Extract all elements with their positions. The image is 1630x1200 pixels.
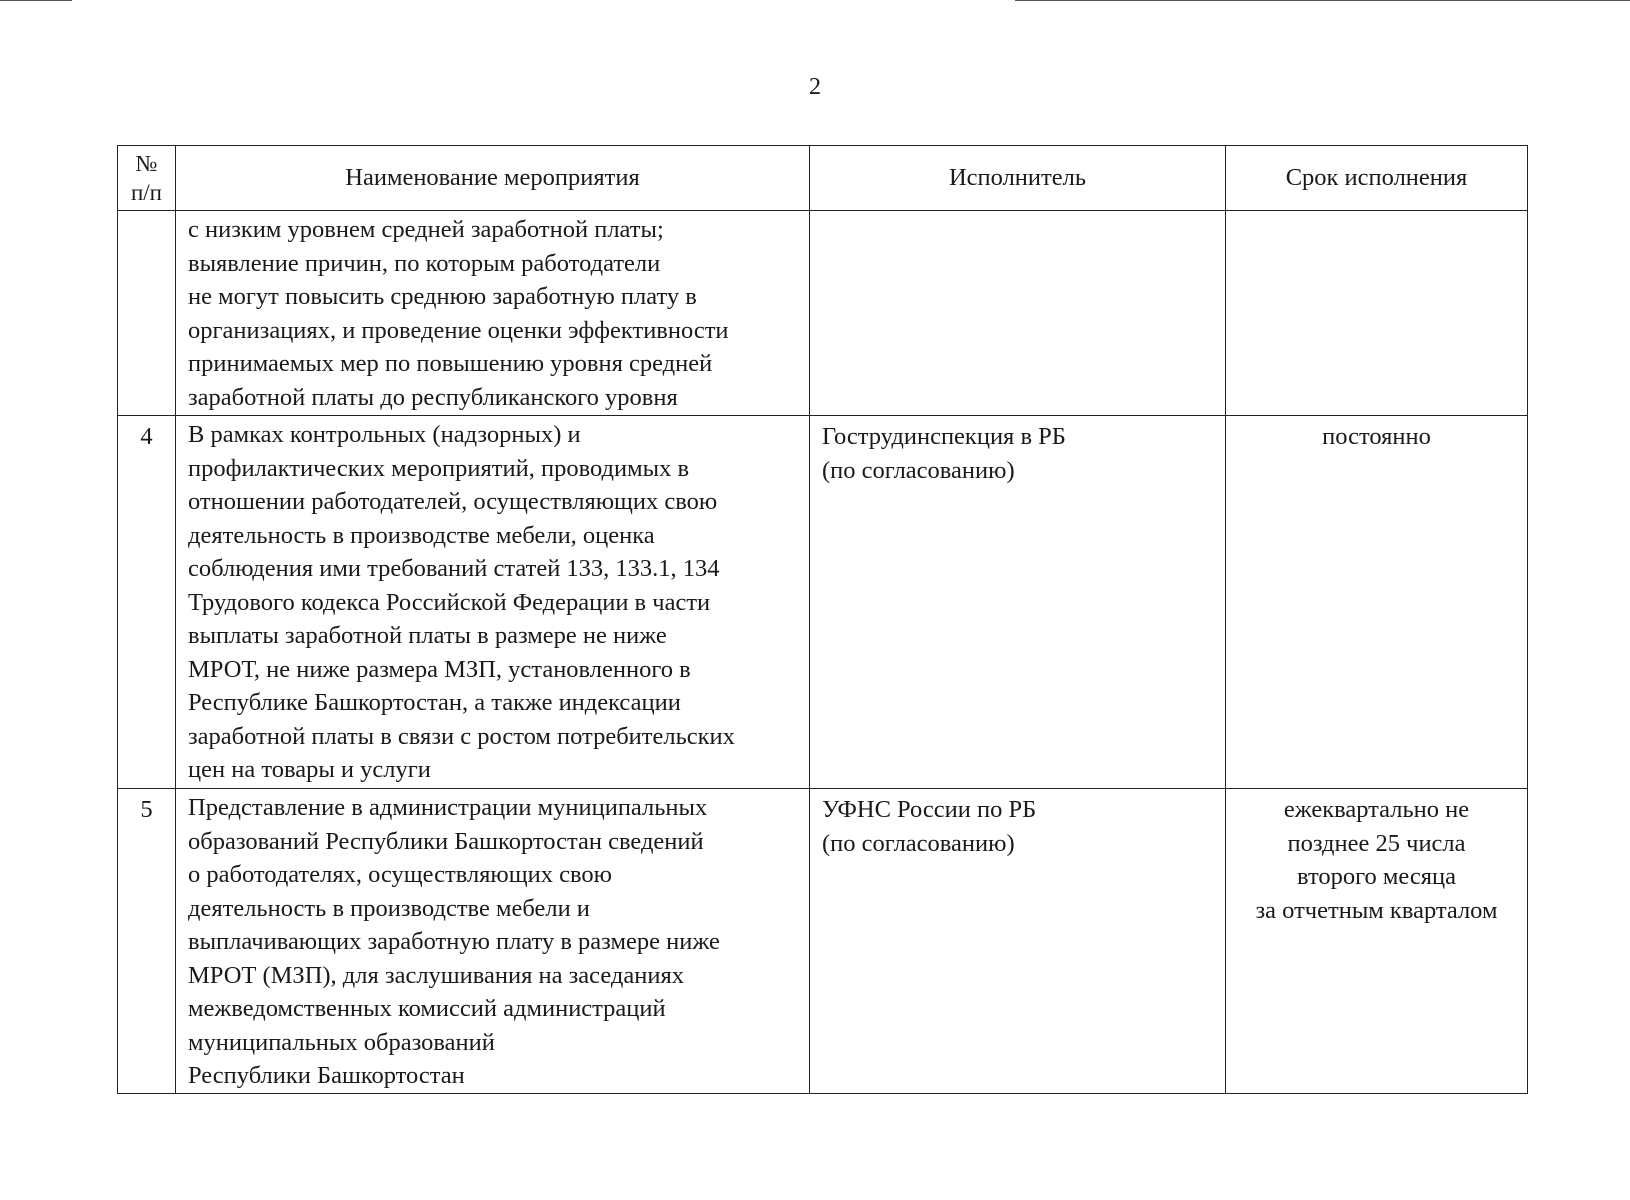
cell-line: деятельность в производстве мебели, оценка [188, 521, 655, 549]
cell-line: заработной платы в связи с ростом потребительских [188, 722, 735, 750]
cell-line: позднее 25 числа [1287, 829, 1466, 857]
cell-line: организациях, и проведение оценки эффективности [188, 316, 729, 344]
cell-line: не могут повысить среднюю заработную плату в [188, 283, 697, 310]
row-executor [810, 211, 1226, 416]
row-executor [810, 416, 1226, 789]
cell-line: выплаты заработной платы в размере не ниже [188, 622, 667, 649]
cell-line: МРОТ (МЗП), для заслушивания на заседаниях [188, 961, 684, 989]
table-row [118, 789, 1528, 1094]
cell-line: о работодателях, осуществляющих свою [188, 861, 612, 888]
cell-line: ежеквартально не [1283, 796, 1470, 823]
cell-line: УФНС России по РБ [822, 796, 1037, 823]
cell-line: выплачивающих заработную плату в размере ниже [188, 928, 720, 955]
cell-line: за отчетным кварталом [1255, 896, 1498, 924]
row-name [176, 416, 810, 789]
row-num [118, 211, 176, 416]
cell-line: цен на товары и услуги [188, 756, 431, 783]
page-number: 2 [809, 74, 821, 100]
top-edge-line-left [0, 0, 72, 1]
header-name: Наименование мероприятия [176, 146, 810, 211]
row-num: 4 [118, 416, 176, 789]
cell-line: МРОТ, не ниже размера МЗП, установленного в [188, 655, 691, 683]
top-edge-line-right [1015, 0, 1630, 1]
cell-line: (по согласованию) [822, 456, 1015, 484]
plan-table [117, 145, 1528, 1094]
cell-line: заработной платы до республиканского уровня [188, 383, 678, 411]
row-name [176, 211, 810, 416]
cell-line: Трудового кодекса Российской Федерации в части [188, 588, 711, 616]
cell-line: второго месяца [1296, 863, 1457, 890]
header-executor: Исполнитель [810, 146, 1226, 211]
cell-line: соблюдения ими требований статей 133, 133.1, 134 [188, 555, 720, 582]
cell-line: выявление причин, по которым работодатели [188, 249, 661, 277]
header-num-line: № [135, 151, 158, 176]
cell-line: Республике Башкортостан, а также индексации [188, 689, 681, 716]
cell-line: (по согласованию) [822, 829, 1015, 857]
cell-line: постоянно [1322, 423, 1431, 450]
table-row [118, 416, 1528, 789]
row-num: 5 [118, 789, 176, 1094]
table-header-row [118, 146, 1528, 211]
row-executor [810, 789, 1226, 1094]
table-row [118, 211, 1528, 416]
cell-line: межведомственных комиссий администраций [188, 995, 666, 1022]
cell-line: В рамках контрольных (надзорных) и [188, 421, 581, 448]
cell-line: деятельность в производстве мебели и [188, 894, 590, 922]
cell-line: с низким уровнем средней заработной платы; [188, 216, 664, 243]
cell-line: муниципальных образований [188, 1028, 495, 1056]
cell-line: Республики Башкортостан [188, 1062, 465, 1089]
row-term [1226, 416, 1528, 789]
header-term: Срок исполнения [1226, 146, 1528, 211]
header-num [118, 146, 176, 211]
cell-line: профилактических мероприятий, проводимых в [188, 454, 690, 482]
cell-line: принимаемых мер по повышению уровня средней [188, 350, 713, 377]
row-term [1226, 211, 1528, 416]
cell-line: Представление в администрации муниципальных [188, 794, 708, 821]
header-num-line: п/п [130, 180, 162, 205]
row-term [1226, 789, 1528, 1094]
cell-line: Гострудинспекция в РБ [822, 423, 1066, 450]
cell-line: образований Республики Башкортостан сведений [188, 827, 704, 855]
cell-line: отношении работодателей, осуществляющих свою [188, 488, 718, 515]
row-name [176, 789, 810, 1094]
